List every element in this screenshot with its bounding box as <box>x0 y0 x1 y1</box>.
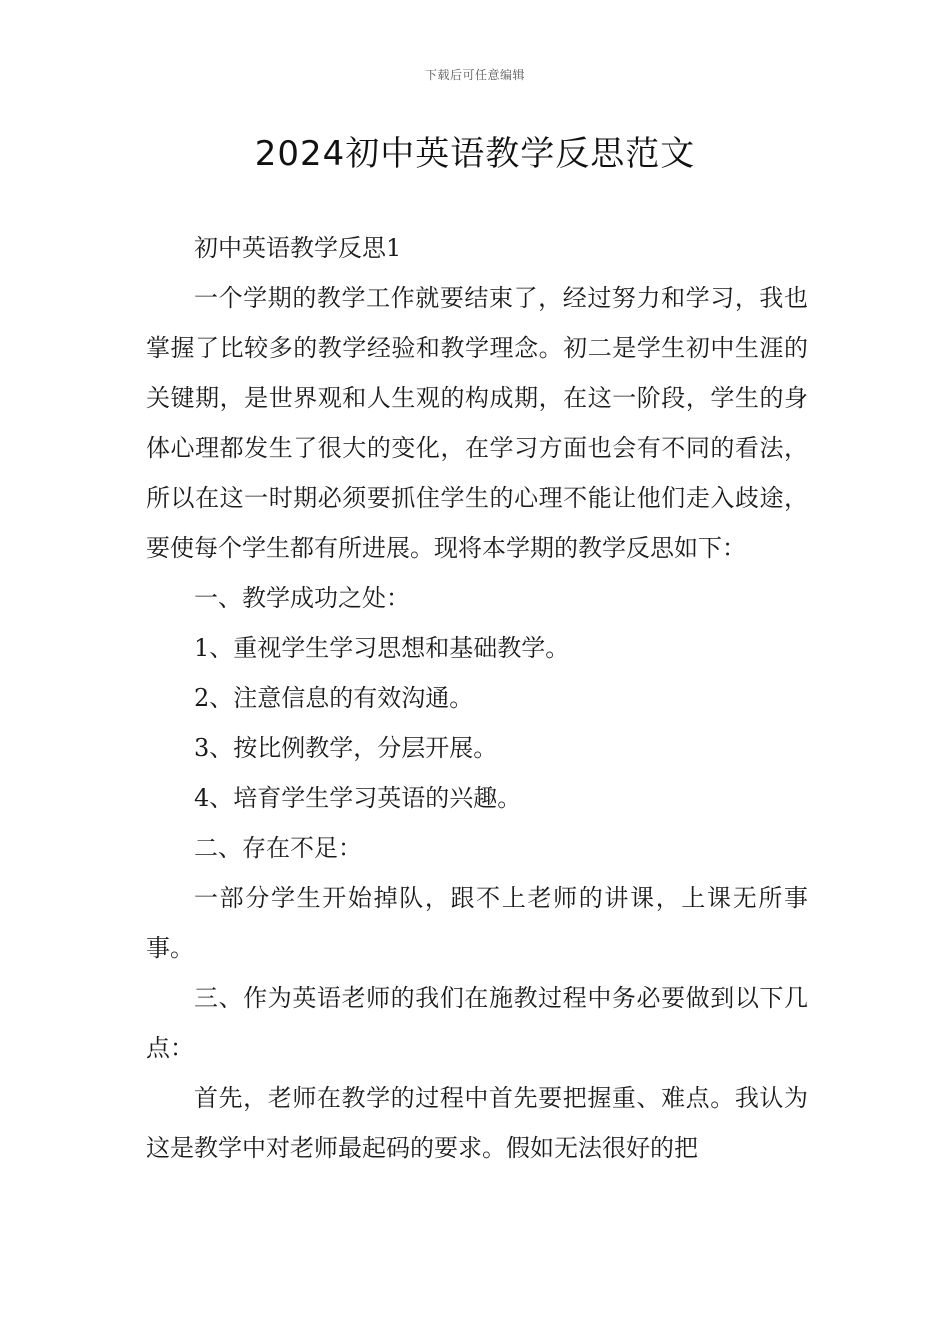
paragraph: 一个学期的教学工作就要结束了，经过努力和学习，我也掌握了比较多的教学经验和教学理念。初二是学生初中生涯的关键期，是世界观和人生观的构成期，在这一阶段，学生的身体心理都发生了很大的变化，在学习方面也会有不同的看法，所以在这一时期必须要抓住学生的心理不能让他们走入歧途，要使每个学生都有所进展。现将本学期的教学反思如下： <box>146 284 808 562</box>
list-item: 3、按比例教学，分层开展。 <box>194 734 498 762</box>
list-item: 4、培育学生学习英语的兴趣。 <box>194 784 522 812</box>
section-heading: 初中英语教学反思1 <box>194 234 402 262</box>
paragraph: 首先，老师在教学的过程中首先要把握重、难点。我认为这是教学中对老师最起码的要求。假如无法很好的把 <box>146 1084 808 1162</box>
paragraph: 一部分学生开始掉队，跟不上老师的讲课，上课无所事事。 <box>146 884 808 962</box>
subsection-heading: 三、作为英语老师的我们在施教过程中务必要做到以下几点： <box>146 984 808 1062</box>
page-header-note: 下载后可任意编辑 <box>424 68 525 82</box>
document-body <box>146 223 808 1173</box>
list-item: 1、重视学生学习思想和基础教学。 <box>194 634 570 662</box>
subsection-heading: 二、存在不足： <box>194 834 362 862</box>
document-title: 2024初中英语教学反思范文 <box>254 134 696 174</box>
list-item: 2、注意信息的有效沟通。 <box>194 684 474 712</box>
subsection-heading: 一、教学成功之处： <box>194 584 410 612</box>
